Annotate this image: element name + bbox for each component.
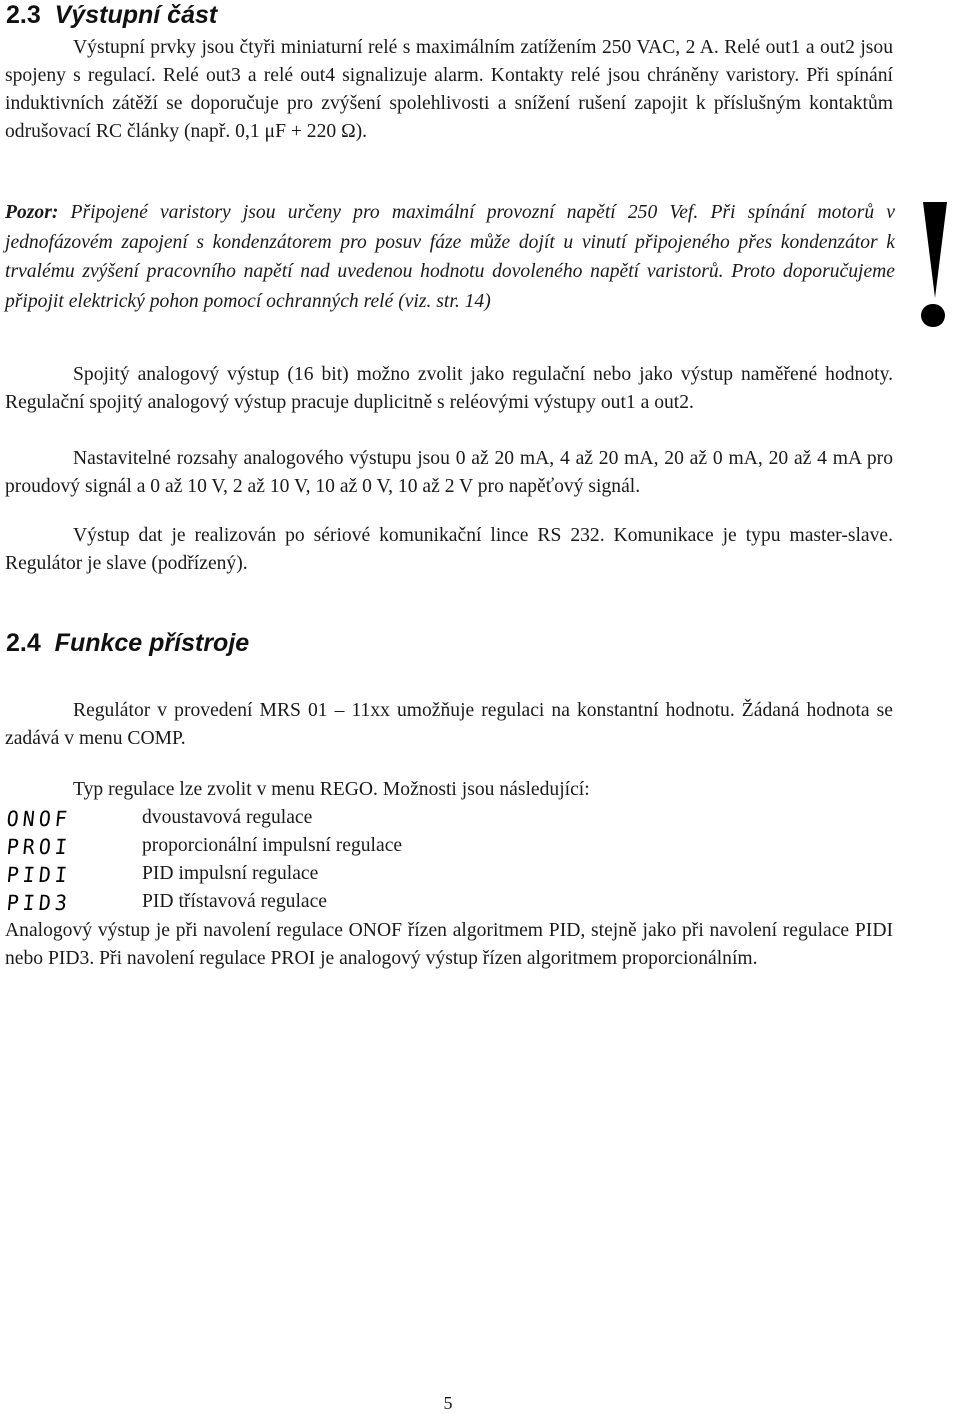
warning-label: Pozor: — [5, 202, 59, 223]
function-paragraph-setpoint: Regulátor v provedení MRS 01 – 11xx umožňuje regulaci na konstantní hodnotu. Žádaná hodnota se zadává v menu COMP. — [5, 700, 893, 749]
warning-text: Připojené varistory jsou určeny pro maximální provozní napětí 250 Vef. Při spínání motorů v jednofázovém zapojení s kondenzátorem pro posuv fáze může dojít u vinutí připojeného přes kondenzátor k trvalému zvýšení pracovního napětí nad uvedenou hodnotu dovoleného napětí varistorů. Proto doporučujeme připojit elektrický pohon pomocí ochranných relé (viz. str. 14) — [5, 202, 895, 312]
section-heading-output — [6, 0, 217, 30]
list-item — [5, 832, 885, 860]
section-title: Funkce přístroje — [54, 629, 250, 657]
exclamation-mark-icon — [920, 202, 950, 328]
mode-description: PID třístavová regulace — [142, 891, 327, 912]
list-item — [5, 804, 885, 832]
mode-description: proporcionální impulsní regulace — [142, 835, 403, 856]
mode-description: PID impulsní regulace — [142, 863, 319, 884]
function-paragraph-mode-intro: Typ regulace lze zvolit v menu REGO. Možnosti jsou následující: — [73, 779, 590, 800]
page-number-text: 5 — [443, 1393, 453, 1413]
list-item — [5, 860, 885, 888]
mode-code: ONOF — [5, 806, 73, 832]
output-paragraph-relays: Výstupní prvky jsou čtyři miniaturní relé s maximálním zatížením 250 VAC, 2 A. Relé out1 a out2 jsou spojeny s regulací. Relé out3 a relé out4 signalizuje alarm. Kontakty relé jsou chráněny varistory. Při spínání induktivních zátěží se doporučuje pro zvýšení spolehlivosti a snížení rušení zapojit k příslušným kontaktům odrušovací RC články (např. 0,1 μF + 220 Ω). — [5, 37, 893, 142]
output-paragraph-ranges: Nastavitelné rozsahy analogového výstupu jsou 0 až 20 mA, 4 až 20 mA, 20 až 0 mA, 20 až 4 mA pro proudový signál a 0 až 10 V, 2 až 10 V, 10 až 0 V, 10 až 2 V pro napěťový signál. — [5, 448, 893, 497]
section-number: 2.4 — [6, 629, 41, 657]
function-paragraph-analog: Analogový výstup je při navolení regulace ONOF řízen algoritmem PID, stejně jako při navolení regulace PIDI nebo PID3. Při navolení regulace PROI je analogový výstup řízen algoritmem proporcionálním. — [5, 920, 893, 969]
warning-note — [5, 198, 895, 316]
section-heading-function — [6, 628, 249, 658]
mode-code: PIDI — [5, 862, 73, 888]
mode-code: PID3 — [5, 890, 73, 916]
mode-code: PROI — [5, 834, 73, 860]
list-item — [5, 888, 885, 916]
output-paragraph-serial: Výstup dat je realizován po sériové komunikační lince RS 232. Komunikace je typu master-slave. Regulátor je slave (podřízený). — [5, 525, 893, 574]
output-paragraph-analog: Spojitý analogový výstup (16 bit) možno zvolit jako regulační nebo jako výstup naměřené hodnoty. Regulační spojitý analogový výstup pracuje duplicitně s reléovými výstupy out1 a out2. — [5, 364, 893, 413]
section-title: Výstupní část — [54, 1, 218, 29]
mode-description: dvoustavová regulace — [142, 807, 313, 828]
regulation-mode-list — [5, 804, 885, 916]
section-number: 2.3 — [6, 1, 41, 29]
page-number — [0, 1392, 960, 1414]
